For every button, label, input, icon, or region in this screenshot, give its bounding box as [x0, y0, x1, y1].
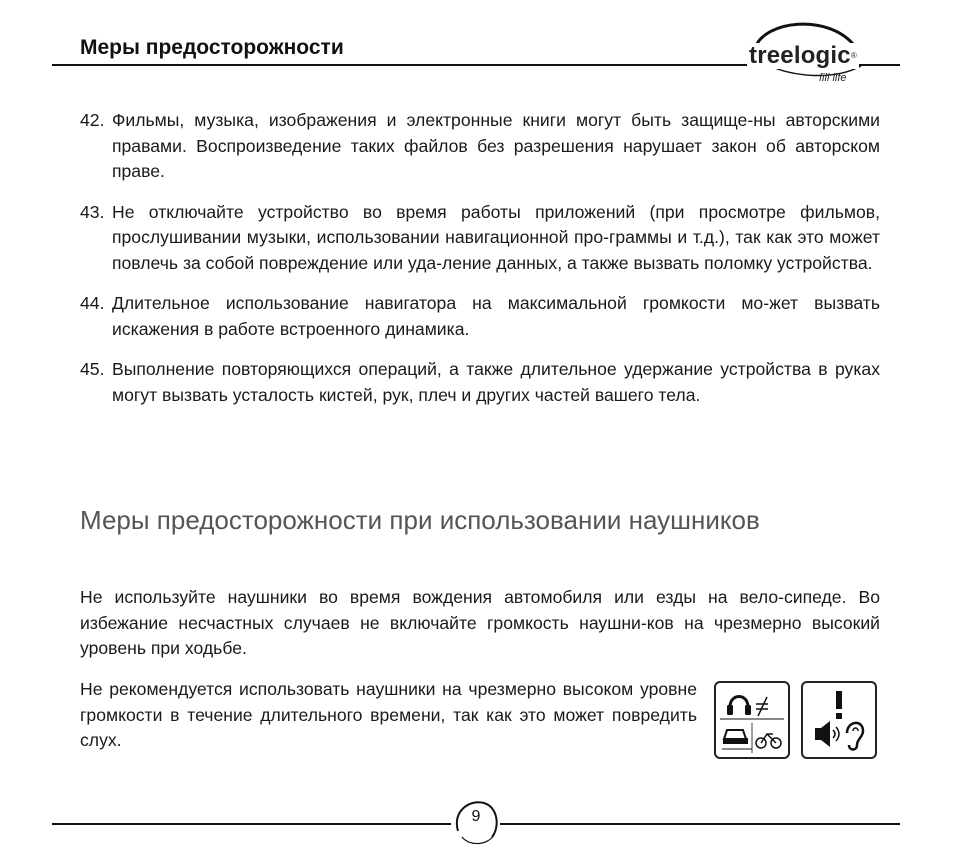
section-heading: Меры предосторожности при использовании наушников — [80, 505, 760, 535]
section-paragraph-2: Не рекомендуется использовать наушники на чрезмерно высоком уровне громкости в течение длительного времени, так как это может повредить слух. — [80, 679, 697, 750]
footer-rule-right — [500, 823, 900, 825]
section-paragraph-1: Не используйте наушники во время вождения автомобиля или езды на вело-сипеде. Во избежание несчастных случаев не включайте громкость наушни-ков на чрезмерно высокий уровень при ходьбе. — [80, 587, 880, 658]
list-item — [80, 291, 880, 342]
treelogic-logo — [735, 14, 865, 92]
page-number: 9 — [471, 808, 481, 825]
item-number: 43. — [80, 201, 105, 222]
footer-rule-left — [52, 823, 451, 825]
list-item — [80, 108, 880, 185]
item-text: Выполнение повторяющихся операций, а также длительное удержание устройства в руках могут вызвать усталость кистей, рук, плеч и других частей вашего тела. — [112, 359, 880, 405]
item-text: Фильмы, музыка, изображения и электронные книги могут быть защище-ны авторскими правами. Воспроизведение таких файлов без разрешения нарушает закон об авторском праве. — [112, 110, 880, 181]
item-number: 44. — [80, 293, 105, 313]
logo-brand-text: treelogic® — [749, 42, 857, 69]
page-header-title: Меры предосторожности — [80, 36, 344, 59]
logo-slogan: fill life — [819, 72, 847, 84]
item-text: Не отключайте устройство во время работы приложений (при просмотре фильмов, прослушивании музыки, использовании навигационной про-граммы и т.д.), так как это может повлечь за собой повреждение или уда-ление данных, а также вызвать поломку устройства. — [112, 201, 880, 273]
list-item — [80, 200, 880, 277]
item-number: 42. — [80, 110, 105, 130]
loud-volume-hearing-warning-icon — [801, 681, 877, 759]
precautions-list — [80, 108, 880, 423]
list-item — [80, 357, 880, 408]
item-number: 45. — [80, 359, 105, 379]
item-text: Длительное использование навигатора на максимальной громкости мо-жет вызвать искажения в работе встроенного динамика. — [112, 293, 880, 339]
headphones-driving-warning-icon — [714, 681, 790, 759]
